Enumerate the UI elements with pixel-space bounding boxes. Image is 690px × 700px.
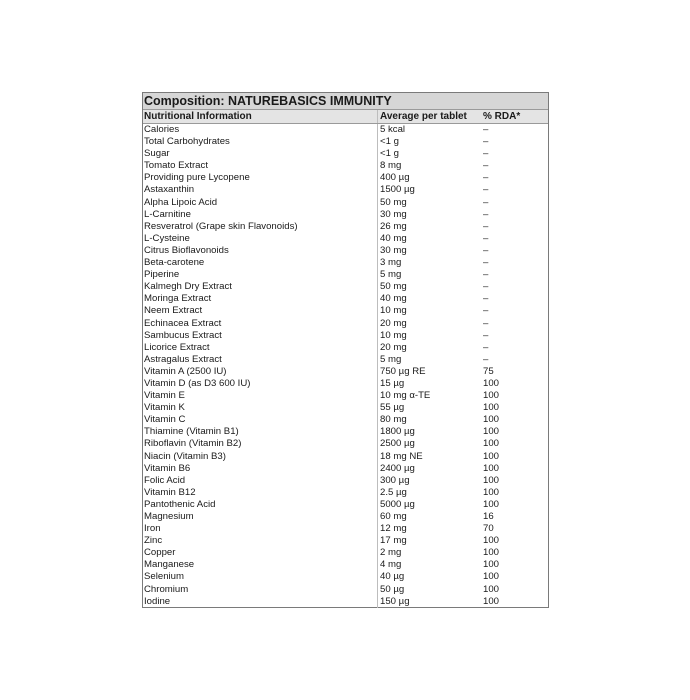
amount-per-tablet: 18 mg NE: [380, 450, 423, 462]
nutrient-name: Vitamin B6: [143, 463, 378, 475]
amount-per-tablet: 1800 µg: [380, 426, 415, 438]
amount-per-tablet: 30 mg: [380, 244, 407, 256]
rda-percent: –: [483, 208, 489, 220]
table-row: [143, 378, 548, 390]
rda-percent: 100: [483, 547, 500, 559]
table-row: [143, 209, 548, 221]
amount-per-tablet: 10 mg α-TE: [380, 390, 431, 402]
amount-per-tablet: 20 mg: [380, 317, 407, 329]
nutrient-name: Neem Extract: [143, 305, 378, 317]
nutrient-name: Chromium: [143, 584, 378, 596]
rda-percent: 100: [483, 535, 500, 547]
amount-per-tablet: 2500 µg: [380, 438, 415, 450]
table-row: [143, 463, 548, 475]
amount-per-tablet: 10 mg: [380, 305, 407, 317]
rda-percent: 100: [483, 390, 500, 402]
amount-per-tablet: <1 g: [380, 148, 399, 160]
composition-title: Composition: NATUREBASICS IMMUNITY: [143, 93, 548, 109]
table-row: [143, 402, 548, 414]
nutrient-name: Piperine: [143, 269, 378, 281]
table-row: [143, 281, 548, 293]
table-row: [143, 257, 548, 269]
rda-percent: 100: [483, 595, 500, 607]
table-row: [143, 426, 548, 438]
amount-per-tablet: 80 mg: [380, 414, 407, 426]
table-row: [143, 293, 548, 305]
rda-percent: –: [483, 244, 489, 256]
amount-per-tablet: 2.5 µg: [380, 486, 407, 498]
amount-per-tablet: 17 mg: [380, 535, 407, 547]
table-row: [143, 559, 548, 571]
nutrient-name: Copper: [143, 547, 378, 559]
nutrient-name: Zinc: [143, 535, 378, 547]
table-row: [143, 535, 548, 547]
rda-percent: 100: [483, 402, 500, 414]
nutrient-name: Sugar: [143, 148, 378, 160]
rda-percent: –: [483, 196, 489, 208]
amount-per-tablet: 55 µg: [380, 402, 405, 414]
rda-percent: –: [483, 124, 489, 135]
rda-percent: 75: [483, 365, 494, 377]
nutrient-name: L-Cysteine: [143, 233, 378, 245]
nutrient-name: Licorice Extract: [143, 342, 378, 354]
table-row: [143, 124, 548, 136]
rda-percent: –: [483, 293, 489, 305]
table-row: [143, 438, 548, 450]
table-row: [143, 172, 548, 184]
nutrient-name: Kalmegh Dry Extract: [143, 281, 378, 293]
amount-per-tablet: 15 µg: [380, 377, 405, 389]
table-row: [143, 451, 548, 463]
table-row: [143, 148, 548, 160]
table-row: [143, 390, 548, 402]
nutrient-name: Vitamin E: [143, 390, 378, 402]
rda-percent: –: [483, 184, 489, 196]
nutrient-name: L-Carnitine: [143, 209, 378, 221]
nutrient-name: Sambucus Extract: [143, 330, 378, 342]
rda-percent: 100: [483, 438, 500, 450]
rda-percent: –: [483, 317, 489, 329]
nutrient-name: Thiamine (Vitamin B1): [143, 426, 378, 438]
nutrient-name: Calories: [143, 124, 378, 136]
amount-per-tablet: 8 mg: [380, 160, 402, 172]
nutrient-name: Citrus Bioflavonoids: [143, 245, 378, 257]
amount-per-tablet: 1500 µg: [380, 184, 415, 196]
rda-percent: –: [483, 232, 489, 244]
table-row: [143, 487, 548, 499]
table-row: [143, 221, 548, 233]
amount-per-tablet: 10 mg: [380, 329, 407, 341]
nutrient-name: Vitamin D (as D3 600 IU): [143, 378, 378, 390]
nutrient-name: Beta-carotene: [143, 257, 378, 269]
rda-percent: 100: [483, 426, 500, 438]
nutrient-name: Total Carbohydrates: [143, 136, 378, 148]
amount-per-tablet: 5 mg: [380, 353, 402, 365]
amount-per-tablet: 4 mg: [380, 559, 402, 571]
rda-percent: –: [483, 172, 489, 184]
rda-percent: 100: [483, 486, 500, 498]
rda-percent: 100: [483, 414, 500, 426]
table-row: [143, 475, 548, 487]
table-row: [143, 414, 548, 426]
nutrient-name: Vitamin K: [143, 402, 378, 414]
nutrient-name: Vitamin A (2500 IU): [143, 366, 378, 378]
rda-percent: 70: [483, 523, 494, 535]
nutrient-name: Iodine: [143, 596, 378, 608]
rda-percent: –: [483, 220, 489, 232]
rda-percent: 100: [483, 450, 500, 462]
rda-percent: –: [483, 341, 489, 353]
rda-percent: –: [483, 329, 489, 341]
table-row: [143, 596, 548, 608]
rda-percent: 100: [483, 571, 500, 583]
table-row: [143, 571, 548, 583]
amount-per-tablet: 150 µg: [380, 595, 410, 607]
header-nutritional-information: Nutritional Information: [143, 110, 378, 123]
rda-percent: –: [483, 257, 489, 269]
table-row: [143, 547, 548, 559]
amount-per-tablet: 26 mg: [380, 220, 407, 232]
header-rda: % RDA*: [483, 111, 521, 122]
rda-percent: –: [483, 353, 489, 365]
table-row: [143, 269, 548, 281]
composition-table: [142, 92, 549, 608]
nutrient-name: Selenium: [143, 571, 378, 583]
rda-percent: 100: [483, 583, 500, 595]
amount-per-tablet: 20 mg: [380, 341, 407, 353]
amount-per-tablet: 12 mg: [380, 523, 407, 535]
table-row: [143, 584, 548, 596]
nutrient-name: Astragalus Extract: [143, 354, 378, 366]
nutrient-name: Moringa Extract: [143, 293, 378, 305]
amount-per-tablet: 2 mg: [380, 547, 402, 559]
table-row: [143, 511, 548, 523]
rda-percent: 100: [483, 559, 500, 571]
nutrient-name: Niacin (Vitamin B3): [143, 451, 378, 463]
amount-per-tablet: 50 mg: [380, 196, 407, 208]
table-row: [143, 366, 548, 378]
nutrient-name: Astaxanthin: [143, 184, 378, 196]
nutrient-name: Manganese: [143, 559, 378, 571]
amount-per-tablet: 5 kcal: [380, 124, 406, 135]
amount-per-tablet: 5000 µg: [380, 498, 415, 510]
table-row: [143, 354, 548, 366]
nutrient-name: Resveratrol (Grape skin Flavonoids): [143, 221, 378, 233]
rda-percent: –: [483, 281, 489, 293]
nutrient-name: Riboflavin (Vitamin B2): [143, 438, 378, 450]
rda-percent: 100: [483, 498, 500, 510]
nutrient-name: Vitamin C: [143, 414, 378, 426]
table-row: [143, 342, 548, 354]
amount-per-tablet: 60 mg: [380, 511, 407, 522]
amount-per-tablet: 40 mg: [380, 232, 407, 244]
amount-per-tablet: 750 µg RE: [380, 365, 426, 377]
rda-percent: 16: [483, 511, 494, 522]
rda-percent: 100: [483, 377, 500, 389]
table-row: [143, 330, 548, 342]
amount-per-tablet: 2400 µg: [380, 462, 415, 474]
nutrient-name: Vitamin B12: [143, 487, 378, 499]
table-row: [143, 184, 548, 196]
nutrient-name: Echinacea Extract: [143, 318, 378, 330]
nutrient-name: Tomato Extract: [143, 160, 378, 172]
amount-per-tablet: 5 mg: [380, 269, 402, 281]
nutrient-name: Providing pure Lycopene: [143, 172, 378, 184]
nutrient-name: Iron: [143, 523, 378, 535]
amount-per-tablet: 400 µg: [380, 172, 410, 184]
rda-percent: 100: [483, 462, 500, 474]
table-row: [143, 318, 548, 330]
nutrient-name: Folic Acid: [143, 475, 378, 487]
table-header-row: [143, 109, 548, 124]
table-row: [143, 245, 548, 257]
amount-per-tablet: 3 mg: [380, 257, 402, 269]
rda-percent: 100: [483, 474, 500, 486]
nutrient-name: Alpha Lipoic Acid: [143, 197, 378, 209]
rda-percent: –: [483, 269, 489, 281]
table-row: [143, 160, 548, 172]
amount-per-tablet: 30 mg: [380, 208, 407, 220]
rda-percent: –: [483, 160, 489, 172]
table-row: [143, 305, 548, 317]
amount-per-tablet: 40 mg: [380, 293, 407, 305]
nutrient-name: Pantothenic Acid: [143, 499, 378, 511]
rda-percent: –: [483, 136, 489, 148]
header-average-per-tablet: Average per tablet: [380, 111, 467, 122]
table-body: [143, 124, 548, 608]
table-row: [143, 499, 548, 511]
rda-percent: –: [483, 305, 489, 317]
table-row: [143, 136, 548, 148]
rda-percent: –: [483, 148, 489, 160]
amount-per-tablet: 50 µg: [380, 583, 405, 595]
amount-per-tablet: 300 µg: [380, 474, 410, 486]
nutrient-name: Magnesium: [143, 511, 378, 523]
amount-per-tablet: 40 µg: [380, 571, 405, 583]
table-row: [143, 523, 548, 535]
amount-per-tablet: <1 g: [380, 136, 399, 148]
table-row: [143, 233, 548, 245]
table-row: [143, 197, 548, 209]
amount-per-tablet: 50 mg: [380, 281, 407, 293]
